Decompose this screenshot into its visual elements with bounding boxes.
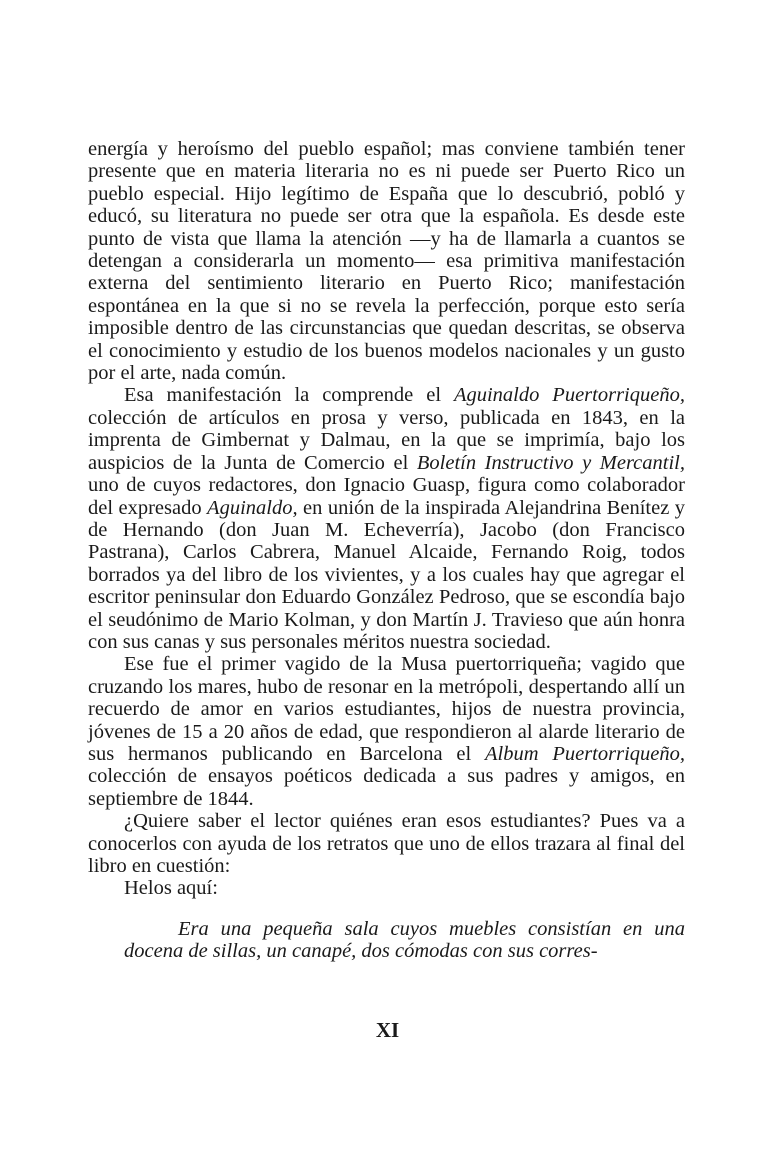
text-run: uno de cuyos redactores, don Ignacio Guasp, figura como colaborador del expresado	[88, 474, 685, 519]
quoted-passage	[88, 918, 685, 963]
text-run: Ese fue el primer vagido de la Musa puertorriqueña; vagido que cruzando los mares, hubo de resonar en la metrópoli, despertando allí un recuerdo de amor en varios estudiantes, hijos de nuestra provincia, jóvenes de 15 a 20 años de edad, que respondieron al alarde literario de sus hermanos publicando en Barcelona el	[88, 653, 685, 765]
paragraph-album	[88, 653, 685, 810]
page-number: XI	[375, 1018, 400, 1042]
paragraph-continuation: energía y heroísmo del pueblo español; mas conviene también tener presente que en materia literaria no es ni puede ser Puerto Rico un pueblo especial. Hijo legítimo de España que lo descubrió, pobló y educó, su literatura no puede ser otra que la española. Es desde este punto de vista que llama la atención —y ha de llamarla a cuantos se detengan a considerarla un momento— esa primitiva manifestación externa del sentimiento literario en Puerto Rico; manifestación espontánea en la que si no se revela la perfección, porque esto sería imposible dentro de las circunstancias que quedan descritas, se observa el conocimiento y estudio de los buenos modelos nacionales y un gusto por el arte, nada común.	[88, 138, 685, 385]
paragraph-aguinaldo	[88, 384, 685, 653]
periodical-title-boletin: Boletín Instructivo y Mercantil,	[416, 451, 685, 474]
page-body	[88, 138, 685, 963]
text-run: colección de ensayos poéticos dedicada a sus padres y amigos, en septiembre de 1844.	[88, 765, 685, 810]
book-title-aguinaldo-short: Aguinaldo,	[207, 496, 298, 519]
quote-line-1: Era una pequeña sala cuyos muebles consistían en una	[178, 917, 685, 940]
book-title-album: Album Puertorriqueño,	[485, 742, 685, 765]
text-run: Esa manifestación la comprende el	[124, 384, 454, 407]
paragraph-helos: Helos aquí:	[124, 877, 218, 900]
text-run: colección de artículos en prosa y verso, publicada en 1843, en la imprenta de Gimbernat y Dalmau, en la que se imprimía, bajo los auspicios de la Junta de Comercio el	[88, 406, 685, 474]
paragraph-question: ¿Quiere saber el lector quiénes eran esos estudiantes? Pues va a conocerlos con ayuda de los retratos que uno de ellos trazara al final del libro en cuestión:	[88, 810, 685, 877]
book-title-aguinaldo: Aguinaldo Puertorriqueño,	[453, 384, 685, 407]
text-run: en unión de la inspirada Alejandrina Benítez y de Hernando (don Juan M. Echeverría), Jacobo (don Francisco Pastrana), Carlos Cabrera, Manuel Alcaide, Fernando Roig, todos borrados ya del libro de los vivientes, y a los cuales hay que agregar el escritor peninsular don Eduardo González Pedroso, que se escondía bajo el seudónimo de Mario Kolman, y don Martín J. Travieso que aún honra con sus canas y sus personales méritos nuestra sociedad.	[88, 496, 685, 653]
quote-line-2: docena de sillas, un canapé, dos cómodas con sus corres-	[124, 940, 598, 963]
